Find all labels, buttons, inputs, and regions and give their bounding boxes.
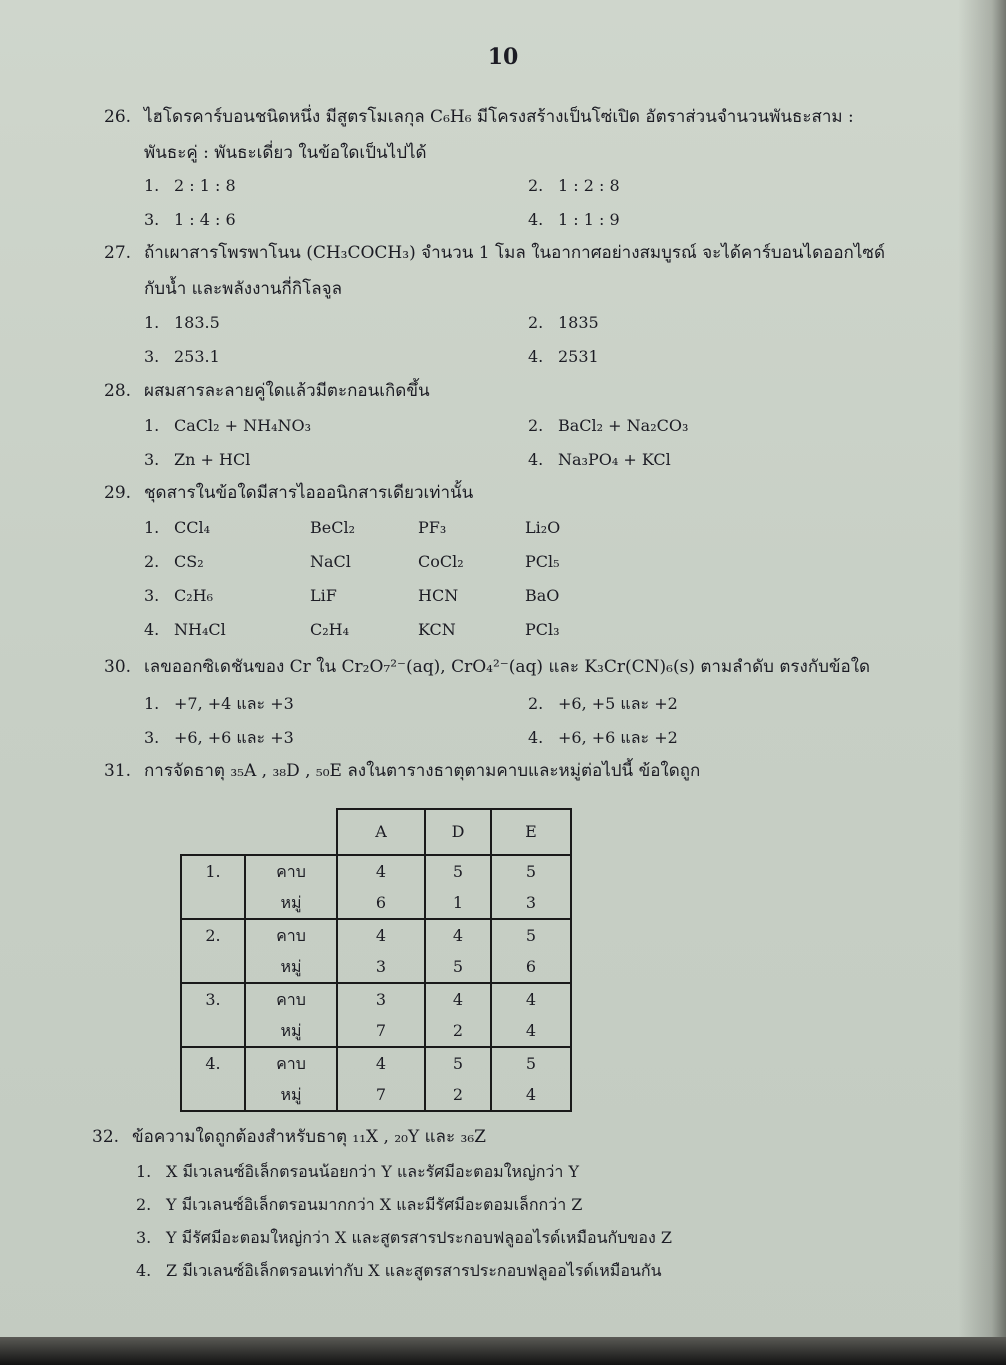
option-27-3[interactable]	[144, 347, 220, 366]
choice-number: 1.	[181, 855, 245, 919]
option-number: 3.	[136, 1228, 152, 1247]
cell-A: 4 3	[337, 919, 425, 983]
option-number: 2.	[528, 416, 544, 435]
compound: PF₃	[418, 518, 447, 537]
question-text-line1: ถ้าเผาสารโพรพาโนน (CH₃COCH₃) จำนวน 1 โมล ในอากาศอย่างสมบูรณ์ จะได้คาร์บอนไดออกไซด์	[144, 243, 885, 263]
question-text-line2: กับน้ำ และพลังงานกี่กิโลจูล	[144, 279, 343, 299]
option-number: 4.	[528, 210, 544, 229]
question-text-line1: การจัดธาตุ ₃₅A , ₃₈D , ₅₀E ลงในตารางธาตุตามคาบและหมู่ต่อไปนี้ ข้อใดถูก	[144, 761, 701, 781]
option-value: 1 : 4 : 6	[174, 210, 236, 229]
option-value: +7, +4 และ +3	[174, 694, 294, 713]
choice-number: 4.	[181, 1047, 245, 1111]
option-28-1[interactable]	[144, 416, 311, 435]
cell-D: 5 1	[425, 855, 491, 919]
table-corner	[181, 809, 337, 855]
compound: CCl₄	[174, 518, 211, 537]
option-27-4[interactable]	[528, 347, 599, 366]
cell-A: 4 6	[337, 855, 425, 919]
option-value: X มีเวเลนซ์อิเล็กตรอนน้อยกว่า Y และรัศมีอะตอมใหญ่กว่า Y	[166, 1162, 580, 1181]
option-30-2[interactable]	[528, 692, 678, 717]
option-number: 3.	[144, 347, 160, 366]
option-value: +6, +6 และ +2	[558, 728, 678, 747]
option-value: 2 : 1 : 8	[174, 176, 236, 195]
question-text-line1: เลขออกซิเดชันของ Cr ใน Cr₂O₇²⁻(aq), CrO₄²⁻(aq) และ K₃Cr(CN)₆(s) ตามลำดับ ตรงกับข้อใด	[144, 657, 871, 677]
compound: PCl₃	[525, 620, 560, 639]
question-text-line1: ชุดสารในข้อใดมีสารไอออนิกสารเดียวเท่านั้น	[144, 483, 474, 503]
option-30-4[interactable]	[528, 726, 678, 751]
table-row[interactable]	[181, 983, 571, 1047]
table-header-A: A	[337, 809, 425, 855]
table-header-E: E	[491, 809, 571, 855]
option-value: 1 : 1 : 9	[558, 210, 620, 229]
option-number: 3.	[144, 586, 160, 605]
option-number: 2.	[136, 1195, 152, 1214]
compound: C₂H₆	[174, 586, 214, 605]
option-number: 2.	[528, 176, 544, 195]
option-value: Y มีเวเลนซ์อิเล็กตรอนมากกว่า X และมีรัศมีอะตอมเล็กกว่า Z	[166, 1195, 583, 1214]
option-value: +6, +5 และ +2	[558, 694, 678, 713]
option-value: CaCl₂ + NH₄NO₃	[174, 416, 312, 435]
option-value: +6, +6 และ +3	[174, 728, 294, 747]
table-row[interactable]	[181, 1047, 571, 1111]
question-text-line1: ข้อความใดถูกต้องสำหรับธาตุ ₁₁X , ₂₀Y และ ₃₆Z	[132, 1127, 486, 1147]
option-number: 4.	[528, 728, 544, 747]
table-row[interactable]	[181, 919, 571, 983]
compound: NH₄Cl	[174, 620, 226, 639]
compound: KCN	[418, 620, 456, 639]
choice-number: 2.	[181, 919, 245, 983]
compound: NaCl	[310, 552, 351, 571]
option-number: 3.	[144, 450, 160, 469]
page-bottom-shadow	[0, 1337, 1006, 1365]
cell-D: 4 5	[425, 919, 491, 983]
option-32-2[interactable]	[136, 1193, 582, 1218]
option-number: 4.	[528, 347, 544, 366]
option-30-3[interactable]	[144, 726, 294, 751]
option-number: 4.	[136, 1261, 152, 1280]
option-28-2[interactable]	[528, 416, 688, 435]
option-28-3[interactable]	[144, 450, 250, 469]
option-32-1[interactable]	[136, 1160, 579, 1185]
question-text-line2: พันธะคู่ : พันธะเดี่ยว ในข้อใดเป็นไปได้	[144, 143, 427, 163]
option-number: 1.	[144, 694, 160, 713]
option-30-1[interactable]	[144, 692, 294, 717]
question-number: 32.	[92, 1127, 120, 1147]
question-text-line1: ผสมสารละลายคู่ใดแล้วมีตะกอนเกิดขึ้น	[144, 381, 430, 401]
option-number: 1.	[144, 313, 160, 332]
compound: BaO	[525, 586, 560, 605]
row-labels: คาบ หมู่	[245, 855, 337, 919]
cell-D: 4 2	[425, 983, 491, 1047]
cell-E: 4 4	[491, 983, 571, 1047]
option-32-4[interactable]	[136, 1259, 662, 1284]
choice-number: 3.	[181, 983, 245, 1047]
option-value: Z มีเวเลนซ์อิเล็กตรอนเท่ากับ X และสูตรสารประกอบฟลูออไรด์เหมือนกัน	[166, 1261, 662, 1280]
question-number: 29.	[104, 483, 132, 503]
question-number: 26.	[104, 107, 132, 127]
option-value: 253.1	[174, 347, 220, 366]
period-group-table	[180, 808, 572, 1112]
table-header-D: D	[425, 809, 491, 855]
row-labels: คาบ หมู่	[245, 1047, 337, 1111]
compound: BeCl₂	[310, 518, 355, 537]
option-27-1[interactable]	[144, 313, 220, 332]
option-number: 2.	[528, 313, 544, 332]
page-edge-shadow	[958, 0, 1006, 1365]
option-value: 1835	[558, 313, 599, 332]
option-27-2[interactable]	[528, 313, 599, 332]
option-value: Na₃PO₄ + KCl	[558, 450, 671, 469]
option-value: Zn + HCl	[174, 450, 251, 469]
option-26-4[interactable]	[528, 210, 620, 229]
question-number: 30.	[104, 657, 132, 677]
option-number: 1.	[144, 518, 160, 537]
compound: CS₂	[174, 552, 204, 571]
option-number: 3.	[144, 210, 160, 229]
question-number: 28.	[104, 381, 132, 401]
row-labels: คาบ หมู่	[245, 919, 337, 983]
option-number: 4.	[528, 450, 544, 469]
option-28-4[interactable]	[528, 450, 671, 469]
compound: Li₂O	[525, 518, 561, 537]
question-text-line1: ไฮโดรคาร์บอนชนิดหนึ่ง มีสูตรโมเลกุล C₆H₆ มีโครงสร้างเป็นโซ่เปิด อัตราส่วนจำนวนพันธะสาม :	[144, 107, 854, 127]
table-row[interactable]	[181, 855, 571, 919]
cell-A: 3 7	[337, 983, 425, 1047]
option-26-1[interactable]	[144, 176, 236, 195]
question-number: 31.	[104, 761, 132, 781]
cell-E: 5 3	[491, 855, 571, 919]
option-number: 1.	[144, 176, 160, 195]
option-value: 2531	[558, 347, 599, 366]
option-number: 3.	[144, 728, 160, 747]
option-number: 2.	[144, 552, 160, 571]
option-value: 1 : 2 : 8	[558, 176, 620, 195]
cell-E: 5 6	[491, 919, 571, 983]
option-32-3[interactable]	[136, 1226, 672, 1251]
compound: HCN	[418, 586, 459, 605]
compound: CoCl₂	[418, 552, 464, 571]
option-number: 1.	[144, 416, 160, 435]
question-number: 27.	[104, 243, 132, 263]
cell-A: 4 7	[337, 1047, 425, 1111]
option-value: 183.5	[174, 313, 220, 332]
compound: C₂H₄	[310, 620, 350, 639]
option-26-2[interactable]	[528, 176, 620, 195]
option-number: 1.	[136, 1162, 152, 1181]
option-value: Y มีรัศมีอะตอมใหญ่กว่า X และสูตรสารประกอบฟลูออไรด์เหมือนกับของ Z	[166, 1228, 672, 1247]
cell-E: 5 4	[491, 1047, 571, 1111]
page-number: 10	[487, 44, 519, 70]
compound: LiF	[310, 586, 337, 605]
option-number: 2.	[528, 694, 544, 713]
row-labels: คาบ หมู่	[245, 983, 337, 1047]
option-26-3[interactable]	[144, 210, 236, 229]
cell-D: 5 2	[425, 1047, 491, 1111]
option-value: BaCl₂ + Na₂CO₃	[558, 416, 689, 435]
compound: PCl₅	[525, 552, 560, 571]
option-number: 4.	[144, 620, 160, 639]
